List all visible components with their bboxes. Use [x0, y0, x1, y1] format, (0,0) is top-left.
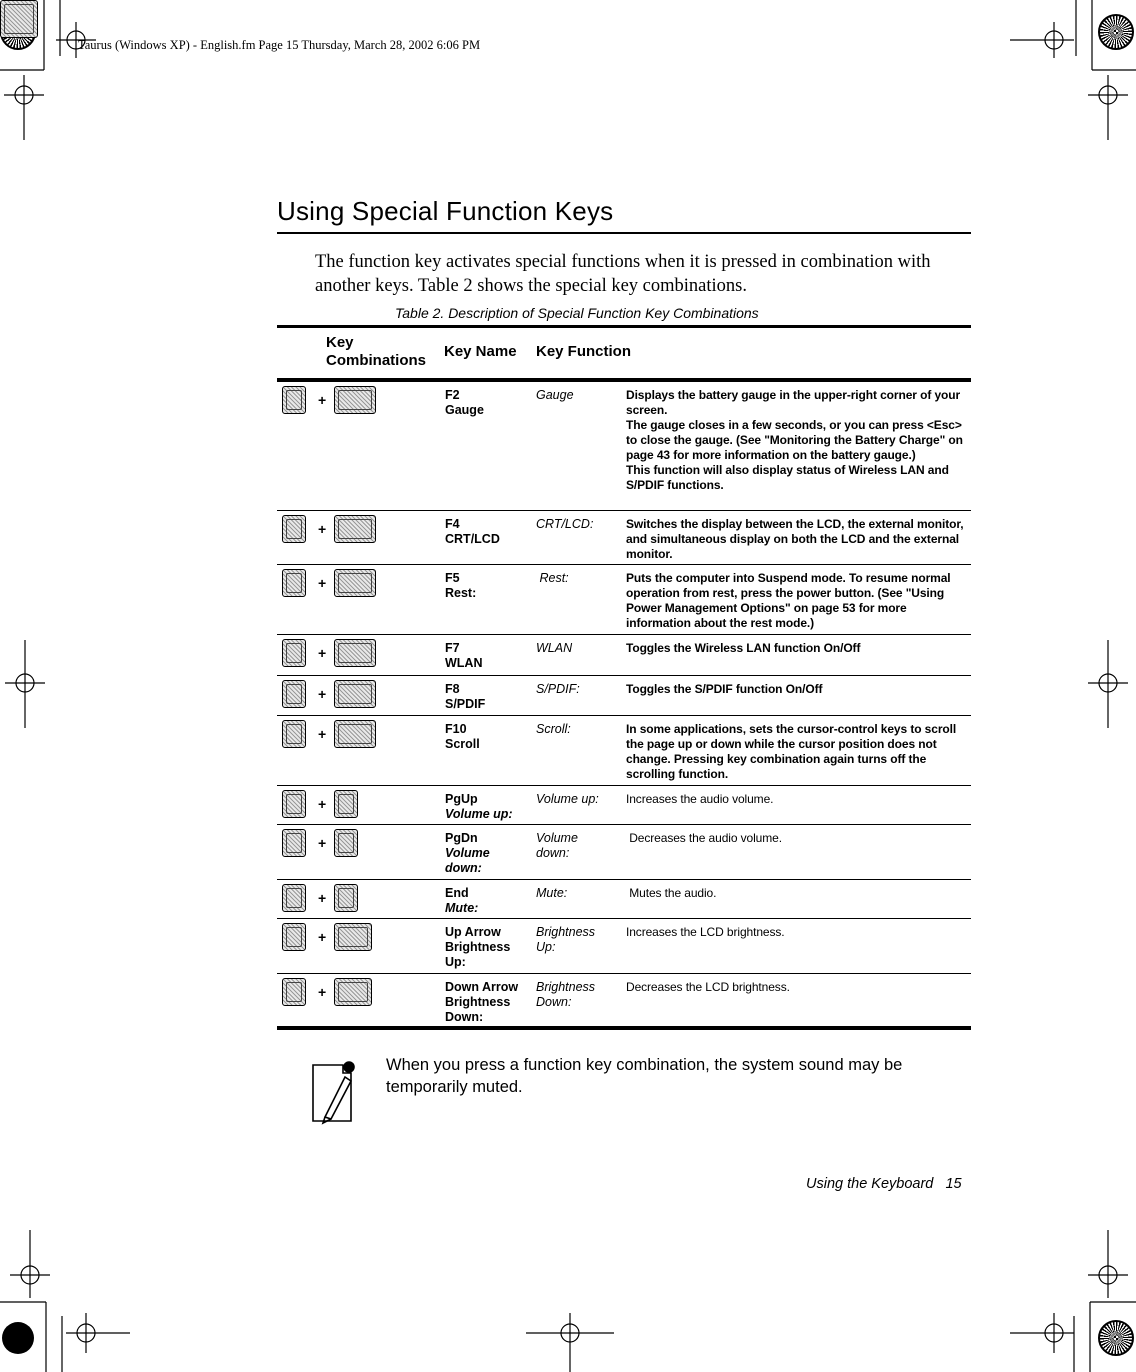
key-description: Decreases the LCD brightness. — [626, 980, 790, 994]
header-key-combinations: Key Combinations — [326, 334, 426, 369]
key-label: WLAN — [536, 641, 573, 655]
fn-key-icon — [282, 790, 306, 818]
key-label: Rest: — [536, 571, 569, 585]
print-header: Taurus (Windows XP) - English.fm Page 15 Thursday, March 28, 2002 6:06 PM — [78, 38, 481, 52]
table-bottom-rule — [277, 1026, 971, 1030]
key-label: Volume up: — [536, 792, 599, 806]
key-name: F7 WLAN — [445, 641, 483, 670]
key-label: Scroll: — [536, 722, 571, 736]
fn-key-icon — [282, 515, 306, 543]
key-label: Brightness Down: — [536, 980, 596, 1009]
key-description: Toggles the S/PDIF function On/Off — [626, 682, 823, 696]
table-row — [277, 786, 971, 824]
key-label: Brightness Up: — [536, 925, 596, 954]
table-row — [277, 919, 971, 973]
f8-key-icon — [334, 680, 376, 708]
fn-key-icon — [282, 829, 306, 857]
page-footer: Using the Keyboard 15 — [806, 1176, 962, 1192]
key-combo-icon: + — [282, 829, 382, 861]
title-rule — [277, 232, 971, 234]
key-combo-icon: + — [282, 720, 382, 752]
key-label: Mute: — [536, 886, 568, 900]
table-row — [277, 382, 971, 510]
pgdn-key-icon — [334, 829, 358, 857]
note-text: When you press a function key combination, the system sound may be temporarily muted. — [386, 1056, 903, 1096]
fn-key-icon — [282, 923, 306, 951]
key-description: Displays the battery gauge in the upper-right corner of your screen. The gauge closes in a few seconds, or you can press <Esc> to close the gauge. (See "Monitoring the Battery Charge" on page 43 for more information on the battery gauge.) This function will also display status of Wireless LAN and S/PDIF functions. — [626, 388, 963, 492]
fn-key-icon — [282, 386, 306, 414]
f5-key-icon — [334, 569, 376, 597]
key-combo-icon: + — [282, 790, 382, 822]
f4-key-icon — [334, 515, 376, 543]
table-row — [277, 825, 971, 879]
fn-key-icon — [282, 569, 306, 597]
key-label: CRT/LCD: — [536, 517, 594, 531]
table-top-rule — [277, 325, 971, 328]
key-label: Volume down: — [536, 831, 578, 860]
key-description: Toggles the Wireless LAN function On/Off — [626, 641, 861, 655]
fn-key-icon — [282, 720, 306, 748]
key-description: In some applications, sets the cursor-control keys to scroll the page up or down while the cursor position does not change. Pressing key combination again turns off the scrolling function. — [626, 722, 957, 781]
pgup-key-icon — [334, 790, 358, 818]
f2-key-icon — [334, 386, 376, 414]
fn-key-icon — [282, 639, 306, 667]
key-description: Switches the display between the LCD, the external monitor, and simultaneous display on both the LCD and the external monitor. — [626, 517, 964, 561]
key-name: F2 Gauge — [445, 388, 484, 417]
table-caption: Table 2. Description of Special Function Key Combinations — [395, 305, 759, 321]
table-row — [277, 880, 971, 918]
page-title: Using Special Function Keys — [277, 196, 614, 226]
key-description: Mutes the audio. — [626, 886, 717, 900]
key-name: Up Arrow Brightness Up: — [445, 925, 511, 969]
key-combo-icon: + — [282, 923, 382, 955]
table-row — [277, 635, 971, 675]
key-name: F10 Scroll — [445, 722, 480, 751]
key-combo-icon: + — [282, 569, 382, 601]
f10-key-icon — [334, 720, 376, 748]
intro-paragraph: The function key activates special functions when it is pressed in combination with another keys. Table 2 shows the special key combinations. — [315, 252, 931, 296]
key-combo-icon: + — [282, 639, 382, 671]
up-arrow-key-icon — [334, 923, 372, 951]
fn-key-icon — [282, 884, 306, 912]
note-pencil-icon — [305, 1055, 363, 1125]
fn-key-icon — [0, 0, 38, 38]
fn-key-icon — [282, 978, 306, 1006]
key-description: Increases the LCD brightness. — [626, 925, 785, 939]
key-label: Gauge — [536, 388, 574, 402]
fn-key-icon — [282, 680, 306, 708]
f7-key-icon — [334, 639, 376, 667]
key-name: F5 Rest: — [445, 571, 477, 600]
key-combo-icon: + — [282, 978, 382, 1010]
key-combo-icon: + — [282, 680, 382, 712]
key-description: Decreases the audio volume. — [626, 831, 782, 845]
key-name: Down Arrow Brightness Down: — [445, 980, 519, 1024]
key-name: PgUp Volume up: — [445, 792, 513, 821]
key-combo-icon: + — [282, 386, 382, 418]
table-row — [277, 511, 971, 564]
table-row — [277, 716, 971, 785]
key-description: Increases the audio volume. — [626, 792, 774, 806]
header-key-name: Key Name — [444, 343, 517, 360]
table-row — [277, 974, 971, 1026]
key-combo-icon: + — [282, 884, 382, 916]
key-description: Puts the computer into Suspend mode. To resume normal operation from rest, press the power button. (See "Using Power Management Options" on page 53 for more information about the rest mode.) — [626, 571, 951, 630]
header-key-function: Key Function — [536, 343, 632, 360]
key-name: F4 CRT/LCD — [445, 517, 500, 546]
key-name: PgDn Volume down: — [445, 831, 490, 875]
key-combo-icon: + — [282, 515, 382, 547]
end-key-icon — [334, 884, 358, 912]
table-row — [277, 565, 971, 634]
key-label: S/PDIF: — [536, 682, 580, 696]
key-name: F8 S/PDIF — [445, 682, 486, 711]
table-row — [277, 676, 971, 715]
down-arrow-key-icon — [334, 978, 372, 1006]
key-name: End Mute: — [445, 886, 479, 915]
